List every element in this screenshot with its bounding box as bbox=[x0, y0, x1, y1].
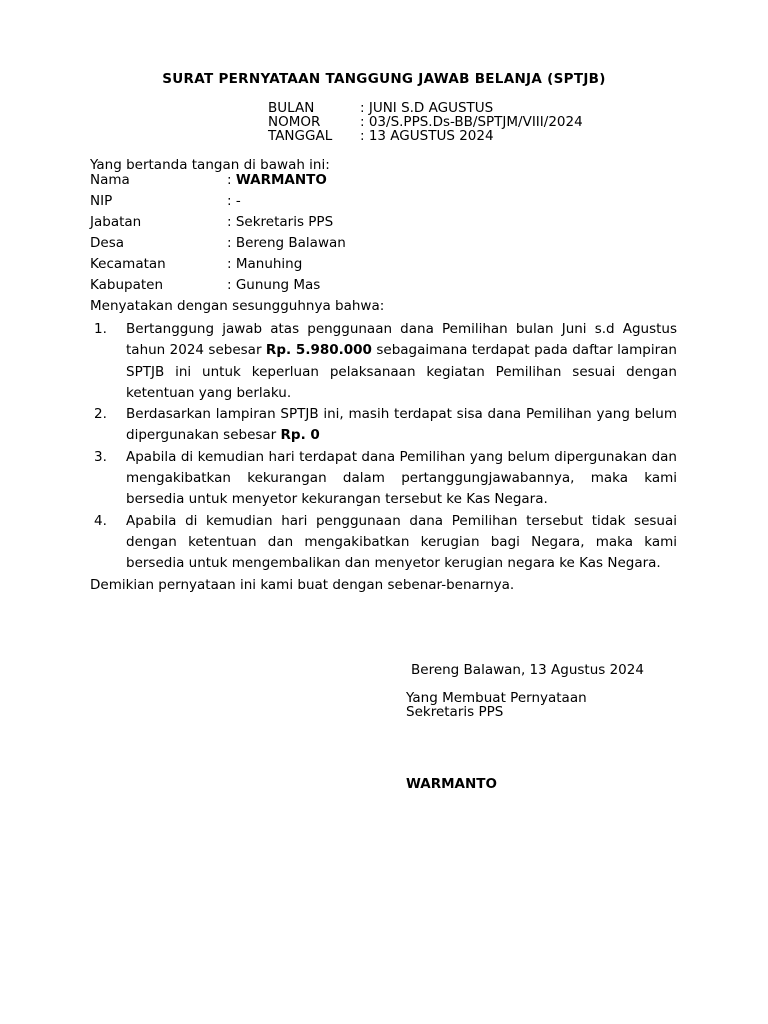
item-text: Apabila di kemudian hari penggunaan dana Pemilihan tersebut tidak sesuai dengan ketentuan dan mengakibatkan kerugian bagi Negara, maka kami bersedia untuk mengembalikan dan menyetor kerugian negara ke Kas Negara. bbox=[126, 512, 677, 572]
field-colon: : bbox=[227, 277, 236, 293]
meta-value: : 03/S.PPS.Ds-BB/SPTJM/VIII/2024 bbox=[360, 114, 583, 130]
closing-text: Demikian pernyataan ini kami buat dengan sebenar-benarnya. bbox=[90, 576, 515, 593]
field-value: WARMANTO bbox=[235, 172, 327, 188]
signer-name: WARMANTO bbox=[406, 776, 497, 792]
field-label: Nama bbox=[90, 172, 130, 188]
item-text: Berdasarkan lampiran SPTJB ini, masih terdapat sisa dana Pemilihan yang belum dipergunakan sebesar bbox=[126, 406, 677, 444]
field-colon: : bbox=[227, 214, 236, 230]
meta-value: : 13 AGUSTUS 2024 bbox=[360, 128, 494, 144]
field-label: Jabatan bbox=[90, 214, 142, 230]
list-item bbox=[90, 404, 677, 447]
document-title: SURAT PERNYATAAN TANGGUNG JAWAB BELANJA (SPTJB) bbox=[162, 71, 606, 87]
field-value: Sekretaris PPS bbox=[235, 214, 334, 230]
field-label: NIP bbox=[90, 193, 113, 209]
signer-title: Yang Membuat Pernyataan bbox=[406, 690, 587, 706]
field-colon: : bbox=[227, 172, 236, 188]
field-kabupaten bbox=[90, 277, 320, 293]
intro-text: Yang bertanda tangan di bawah ini: bbox=[90, 157, 330, 173]
field-nip bbox=[90, 193, 241, 209]
field-colon: : bbox=[227, 193, 236, 209]
meta-row-tanggal bbox=[268, 128, 494, 144]
item-number: 3. bbox=[94, 448, 107, 465]
field-value: Bereng Balawan bbox=[235, 235, 346, 251]
list-item bbox=[90, 447, 677, 511]
item-text: Bertanggung jawab atas penggunaan dana Pemilihan bulan Juni s.d Agustus tahun 2024 sebesar bbox=[126, 321, 677, 359]
item-amount: Rp. 0 bbox=[280, 427, 320, 444]
item-text: Apabila di kemudian hari terdapat dana Pemilihan yang belum dipergunakan dan mengakibatkan kekurangan dalam pertanggungjawabannya, maka kami bersedia untuk menyetor kekurangan tersebut ke Kas Negara. bbox=[126, 448, 677, 508]
field-colon: : bbox=[227, 256, 236, 272]
field-label: Desa bbox=[90, 235, 125, 251]
meta-label: NOMOR bbox=[268, 114, 321, 130]
field-kecamatan bbox=[90, 256, 302, 272]
meta-label: BULAN bbox=[268, 100, 315, 116]
statement-list bbox=[90, 319, 677, 596]
item-number: 4. bbox=[94, 512, 107, 529]
meta-value: : JUNI S.D AGUSTUS bbox=[360, 100, 494, 116]
list-item bbox=[90, 319, 677, 404]
item-number: 1. bbox=[94, 321, 107, 337]
field-jabatan bbox=[90, 214, 333, 230]
field-label: Kabupaten bbox=[90, 277, 164, 293]
field-value: Gunung Mas bbox=[235, 277, 321, 293]
place-date: Bereng Balawan, 13 Agustus 2024 bbox=[411, 662, 644, 678]
statement-intro: Menyatakan dengan sesungguhnya bahwa: bbox=[90, 298, 385, 314]
meta-label: TANGGAL bbox=[268, 128, 333, 144]
field-nama bbox=[90, 172, 327, 188]
field-colon: : bbox=[227, 235, 236, 251]
signer-position: Sekretaris PPS bbox=[406, 704, 504, 720]
list-item bbox=[90, 511, 677, 575]
item-text: sebagaimana terdapat pada daftar lampiran SPTJB ini untuk keperluan pelaksanaan kegiatan Pemilihan sesuai dengan ketentuan yang berlaku. bbox=[126, 342, 677, 401]
field-desa bbox=[90, 235, 346, 251]
field-value: Manuhing bbox=[235, 256, 303, 272]
field-label: Kecamatan bbox=[90, 256, 166, 272]
item-amount: Rp. 5.980.000 bbox=[265, 342, 372, 359]
field-value: - bbox=[235, 193, 241, 209]
item-number: 2. bbox=[94, 406, 107, 423]
